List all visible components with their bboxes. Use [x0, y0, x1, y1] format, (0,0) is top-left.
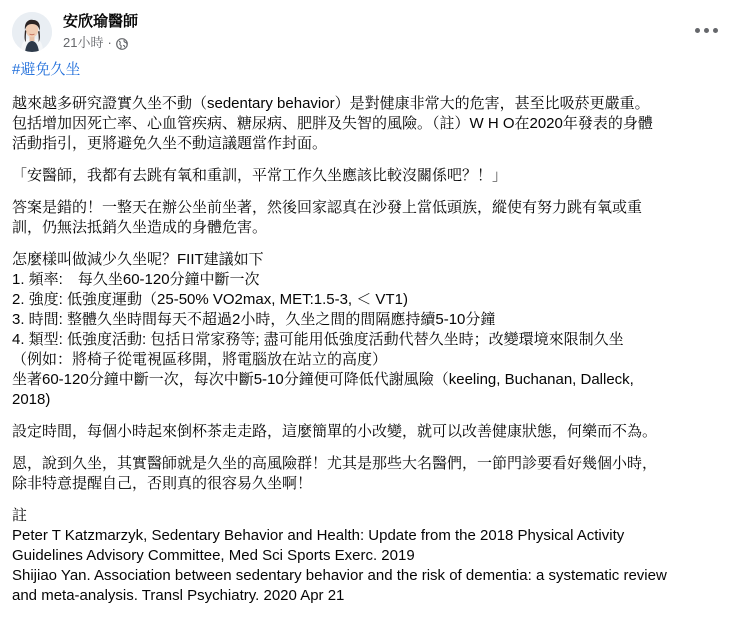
fiit-line: 1. 頻率: 每久坐60-120分鐘中斷一次 — [12, 271, 260, 288]
post-subline — [63, 34, 138, 52]
more-options-icon[interactable] — [688, 16, 724, 44]
fiit-line: 4. 類型: 低強度活動: 包括日常家務等; 盡可能用低強度活動代替久坐時；改變環境來限制久坐 — [12, 331, 624, 348]
globe-icon[interactable] — [116, 37, 128, 49]
post-header — [12, 10, 138, 54]
quote-paragraph — [12, 166, 724, 186]
fiit-line: 怎麼樣叫做減少久坐呢？FIIT建議如下 — [12, 251, 264, 268]
intro-line: 包括增加因死亡率、心血管疾病、糖尿病、肥胖及失智的風險。（註）W H O在2020年發表的身體 — [12, 115, 653, 132]
fiit-line: 2018) — [12, 391, 51, 408]
intro-line: 越來越多研究證實久坐不動（sedentary behavior）是對健康非常大的危害，甚至比吸菸更嚴重。 — [12, 95, 650, 112]
reference-line: Shijiao Yan. Association between sedentary behavior and the risk of dementia: a systematic review — [12, 567, 667, 584]
answer-line: 答案是錯的！一整天在辦公坐前坐著，然後回家認真在沙發上當低頭族，縱使有努力跳有氧或重 — [12, 199, 643, 216]
fiit-line: 2. 強度: 低強度運動（25-50% VO2max, MET:1.5-3, ＜ VT1) — [12, 291, 408, 308]
reference-line: Peter T Katzmarzyk, Sedentary Behavior and Health: Update from the 2018 Physical Activity — [12, 527, 625, 544]
intro-line: 活動指引，更將避免久坐不動這議題當作封面。 — [12, 135, 328, 152]
more-dot — [704, 28, 709, 33]
timer-line: 設定時間，每個小時起來倒杯茶走走路，這麼簡單的小改變，就可以改善健康狀態，何樂而不為。 — [12, 423, 658, 440]
references-title: 註 — [12, 507, 28, 524]
separator-dot: · — [107, 35, 112, 50]
references-paragraph — [12, 506, 724, 606]
post-meta — [63, 12, 138, 52]
timer-paragraph — [12, 422, 724, 442]
answer-line: 訓，仍無法抵銷久坐造成的身體危害。 — [12, 219, 268, 236]
hashtag-link[interactable]: #避免久坐 — [12, 61, 81, 78]
fiit-line: （例如：將椅子從電視區移開，將電腦放在站立的高度） — [12, 351, 388, 368]
answer-paragraph — [12, 198, 724, 238]
avatar[interactable] — [12, 12, 52, 52]
more-dot — [695, 28, 700, 33]
doctor-line: 恩，說到久坐，其實醫師就是久坐的高風險群！尤其是那些大名醫們，一節門診要看好幾個小時， — [12, 455, 658, 472]
fiit-paragraph — [12, 250, 724, 410]
doctor-line: 除非特意提醒自己，否則真的很容易久坐啊！ — [12, 475, 313, 492]
more-dot — [713, 28, 718, 33]
author-name[interactable]: 安欣瑜醫師 — [63, 13, 139, 30]
fiit-line: 3. 時間: 整體久坐時間每天不超過2小時，久坐之間的間隔應持續5-10分鐘 — [12, 311, 496, 328]
doctor-paragraph — [12, 454, 724, 494]
fiit-line: 坐著60-120分鐘中斷一次，每次中斷5-10分鐘便可降低代謝風險（keeling, Buchanan, Dalleck, — [12, 371, 634, 388]
avatar-portrait-icon — [12, 12, 52, 52]
intro-paragraph — [12, 94, 724, 154]
post-body — [12, 60, 724, 606]
reference-line: Guidelines Advisory Committee, Med Sci Sports Exerc. 2019 — [12, 547, 415, 564]
reference-line: and meta-analysis. Transl Psychiatry. 2020 Apr 21 — [12, 587, 345, 604]
post-timestamp[interactable]: 21小時 — [63, 35, 104, 50]
quote-line: 「安醫師，我都有去跳有氧和重訓，平常工作久坐應該比較沒關係吧？！」 — [12, 167, 508, 184]
